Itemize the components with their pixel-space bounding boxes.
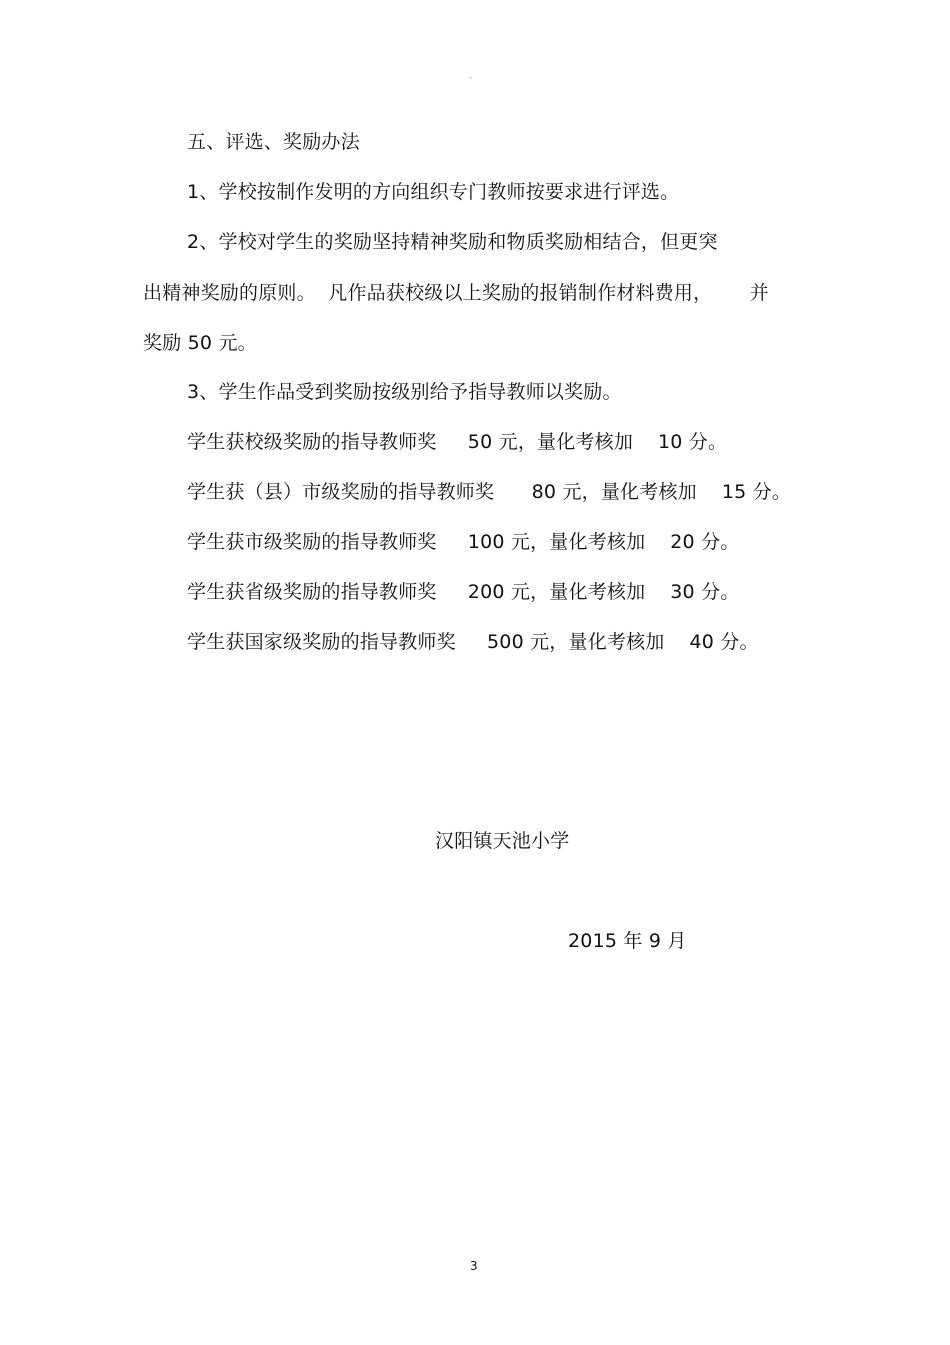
item-3: 3、学生作品受到奖励按级别给予指导教师以奖励。 [187, 381, 622, 403]
item-2-line-2: 出精神奖励的原则。 凡作品获校级以上奖励的报销制作材料费用， 并 [143, 282, 769, 304]
award-line-city: 学生获市级奖励的指导教师奖 100 元，量化考核加 20 分。 [187, 531, 740, 553]
page-number: 3 [470, 1259, 478, 1273]
award-line-school: 学生获校级奖励的指导教师奖 50 元，量化考核加 10 分。 [187, 431, 728, 453]
item-1: 1、学校按制作发明的方向组织专门教师按要求进行评选。 [187, 181, 680, 203]
signature-date: 2015 年 9 月 [568, 930, 687, 952]
section-heading: 五、评选、奖励办法 [187, 131, 360, 153]
award-line-county: 学生获（县）市级奖励的指导教师奖 80 元，量化考核加 15 分。 [187, 481, 792, 503]
item-2-line-3: 奖励 50 元。 [143, 332, 257, 354]
award-line-national: 学生获国家级奖励的指导教师奖 500 元，量化考核加 40 分。 [187, 631, 759, 653]
item-2-line-1: 2、学校对学生的奖励坚持精神奖励和物质奖励相结合，但更突 [187, 231, 718, 253]
award-line-province: 学生获省级奖励的指导教师奖 200 元，量化考核加 30 分。 [187, 581, 740, 603]
signature-organization: 汉阳镇天池小学 [435, 830, 570, 852]
header-mark: 。 [469, 71, 477, 80]
